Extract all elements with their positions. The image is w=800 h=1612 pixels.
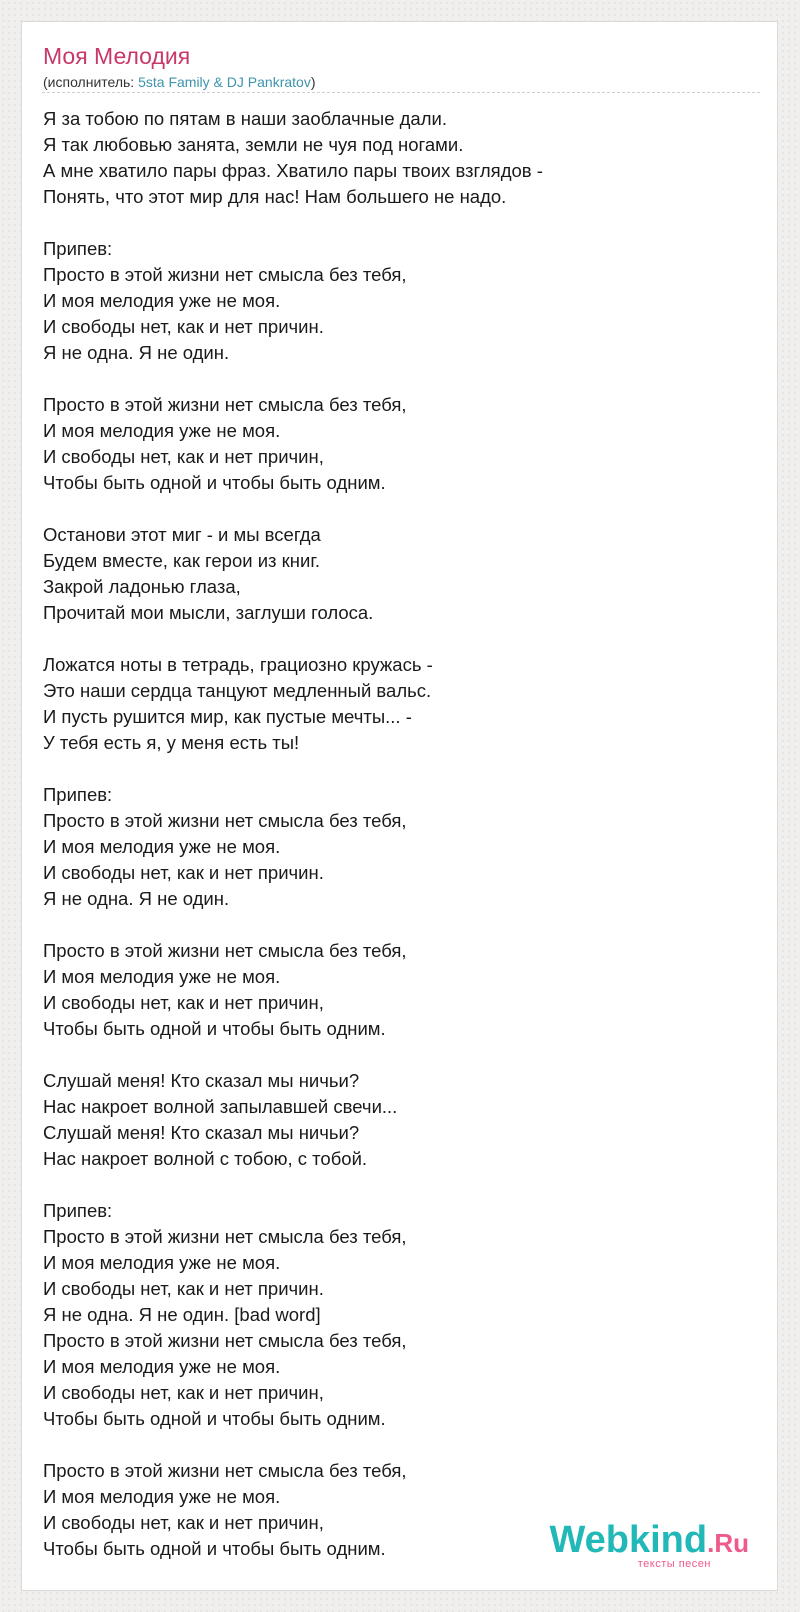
song-title: Моя Мелодия xyxy=(43,43,191,69)
logo-brand: Webkind xyxy=(549,1519,708,1561)
artist-link[interactable]: 5sta Family & DJ Pankratov xyxy=(138,74,311,90)
site-logo[interactable] xyxy=(549,1521,749,1570)
lyrics-card xyxy=(21,21,778,1591)
title-divider xyxy=(42,92,760,93)
logo-tld: .Ru xyxy=(707,1528,749,1558)
lyrics-text: Я за тобою по пятам в наши заоблачные дали. Я так любовью занята, земли не чуя под ногами. А мне хватило пары фраз. Хватило пары твоих взглядов - Понять, что этот мир для нас! Нам большего не надо. Припев: Просто в этой жизни нет смысла без тебя, И моя мелодия уже не моя. И свободы нет, как и нет причин. Я не одна. Я не один. Просто в этой жизни нет смысла без тебя, И моя мелодия уже не моя. И свободы нет, как и нет причин, Чтобы быть одной и чтобы быть одним. Останови этот миг - и мы всегда Будем вместе, как герои из книг. Закрой ладонью глаза, Прочитай мои мысли, заглуши голоса. Ложатся ноты в тетрадь, грациозно кружась - Это наши сердца танцуют медленный вальс. И пусть рушится мир, как пустые мечты... - У тебя есть я, у меня есть ты! Припев: Просто в этой жизни нет смысла без тебя, И моя мелодия уже не моя. И свободы нет, как и нет причин. Я не одна. Я не один. Просто в этой жизни нет смысла без тебя, И моя мелодия уже не моя. И свободы нет, как и нет причин, Чтобы быть одной и чтобы быть одним. Слушай меня! Кто сказал мы ничьи? Нас накроет волной запылавшей свечи... Слушай меня! Кто сказал мы ничьи? Нас накроет волной с тобою, с тобой. Припев: Просто в этой жизни нет смысла без тебя, И моя мелодия уже не моя. И свободы нет, как и нет причин. Я не одна. Я не один. [bad word] Просто в этой жизни нет смысла без тебя, И моя мелодия уже не моя. И свободы нет, как и нет причин, Чтобы быть одной и чтобы быть одним. Просто в этой жизни нет смысла без тебя, И моя мелодия уже не моя. И свободы нет, как и нет причин, Чтобы быть одной и чтобы быть одним. xyxy=(43,108,543,1559)
artist-prefix: (исполнитель: xyxy=(43,74,139,90)
artist-line xyxy=(43,73,316,91)
artist-suffix: ) xyxy=(310,74,316,90)
logo-tagline: тексты песен xyxy=(637,1558,711,1570)
logo-wordmark xyxy=(549,1521,749,1562)
